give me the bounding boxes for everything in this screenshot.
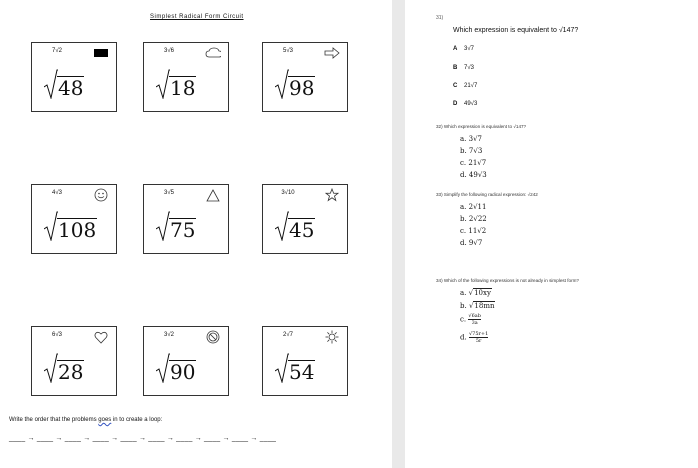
card-problem: [275, 353, 315, 383]
cloud-icon: [205, 47, 221, 59]
option-label: d.: [460, 333, 467, 342]
card-answer: 7√2: [52, 48, 62, 54]
answer-option[interactable]: c. 21√7: [460, 159, 487, 167]
card-problem: [275, 211, 315, 241]
answer-option[interactable]: b. √18mn: [460, 302, 495, 310]
loop-instruction: [9, 417, 162, 423]
option-radicand: 18mn: [474, 302, 495, 310]
no-symbol-icon: [205, 331, 221, 343]
card-radicand: 28: [58, 360, 84, 384]
spellcheck-word[interactable]: goes: [98, 417, 112, 423]
radical-sign-icon: [156, 353, 170, 383]
worksheet-page-right: [405, 0, 698, 468]
card-answer: 5√3: [283, 48, 293, 54]
circuit-card: [31, 184, 117, 254]
circuit-card: [262, 42, 348, 112]
fraction-numerator: √6ab: [468, 313, 481, 319]
card-problem: [44, 211, 97, 241]
card-problem: [156, 353, 196, 383]
card-radicand: 45: [289, 218, 315, 242]
fraction: [469, 331, 488, 344]
answer-option[interactable]: a. 3√7: [460, 135, 482, 143]
answer-option[interactable]: [460, 331, 488, 344]
fraction-denominator: 5r: [475, 338, 482, 344]
answer-option[interactable]: c. 11√2: [460, 227, 487, 235]
card-radicand: 108: [58, 218, 97, 242]
radical-sign-icon: [275, 69, 289, 99]
answer-option[interactable]: [453, 46, 474, 52]
instruction-text: Write the order that the problems: [9, 417, 99, 423]
answer-option[interactable]: a. 2√11: [460, 203, 487, 211]
question-32-text: 32) Which expression is equivalent to √147?: [436, 124, 527, 129]
loop-answer-blanks[interactable]: ____ → ____ → ____ → ____ → ____ → ____ → ____ → ____ → ____ → ____: [9, 435, 277, 442]
card-problem: [156, 69, 196, 99]
card-radicand: 75: [170, 218, 196, 242]
card-answer: 3√10: [281, 190, 295, 196]
option-label: b.: [460, 302, 467, 310]
card-answer: 3√2: [164, 332, 174, 338]
circuit-card: [31, 326, 117, 396]
card-radicand: 98: [289, 76, 315, 100]
answer-option[interactable]: d. 9√7: [460, 239, 483, 247]
question-33-text: 33) Simplify the following radical expression: √242: [436, 192, 538, 197]
option-value: 3√7: [464, 46, 474, 52]
answer-option[interactable]: [453, 83, 477, 89]
fraction-denominator: 3a: [471, 320, 478, 326]
answer-option[interactable]: d. 49√3: [460, 171, 487, 179]
option-letter: A: [453, 46, 458, 52]
circuit-card: [31, 42, 117, 112]
heart-icon: [93, 331, 109, 343]
option-value: 7√3: [464, 65, 474, 71]
question-34-text: 34) Which of the following expressions is not already in simplest form?: [436, 278, 579, 283]
option-letter: B: [453, 65, 458, 71]
card-answer: 3√5: [164, 190, 174, 196]
card-radicand: 18: [170, 76, 196, 100]
card-radicand: 54: [289, 360, 315, 384]
answer-option[interactable]: a. √10xy: [460, 289, 491, 297]
smiley-icon: [93, 189, 109, 201]
option-letter: C: [453, 83, 458, 89]
circuit-card: [262, 184, 348, 254]
radical-sign-icon: [275, 353, 289, 383]
question-31-text: Which expression is equivalent to √147?: [453, 27, 579, 34]
circuit-card: [143, 184, 229, 254]
fraction: [468, 313, 481, 326]
option-value: 49√3: [464, 101, 478, 107]
sun-icon: [324, 331, 340, 343]
fraction-numerator: √75r+1: [468, 331, 489, 337]
question-number: 31): [436, 15, 444, 21]
option-letter: D: [453, 101, 458, 107]
star-icon: [324, 189, 340, 201]
option-radicand: 10xy: [474, 289, 491, 297]
radical-sign-icon: [156, 211, 170, 241]
card-radicand: 90: [170, 360, 196, 384]
card-problem: [44, 69, 84, 99]
card-problem: [44, 353, 84, 383]
card-answer: 4√3: [52, 190, 62, 196]
triangle-icon: [205, 189, 221, 201]
card-radicand: 48: [58, 76, 84, 100]
answer-option[interactable]: [453, 101, 477, 107]
option-value: 21√7: [464, 83, 478, 89]
card-problem: [156, 211, 196, 241]
card-answer: 3√6: [164, 48, 174, 54]
worksheet-title: Simplest Radical Form Circuit: [150, 14, 244, 20]
radical-sign-icon: [44, 211, 58, 241]
card-answer: 2√7: [283, 332, 293, 338]
card-answer: 6√3: [52, 332, 62, 338]
circuit-card: [143, 42, 229, 112]
instruction-text: in to create a loop:: [111, 417, 163, 423]
answer-option[interactable]: [460, 313, 481, 326]
answer-option[interactable]: b. 7√3: [460, 147, 483, 155]
radical-sign-icon: [44, 353, 58, 383]
answer-option[interactable]: [453, 65, 474, 71]
card-problem: [275, 69, 315, 99]
circuit-card: [262, 326, 348, 396]
option-label: a.: [460, 289, 467, 297]
black-rectangle-icon: [93, 47, 109, 59]
radical-sign-icon: [44, 69, 58, 99]
radical-sign-icon: [156, 69, 170, 99]
arrow-right-icon: [324, 47, 340, 59]
circuit-card: [143, 326, 229, 396]
answer-option[interactable]: b. 2√22: [460, 215, 487, 223]
radical-sign-icon: [275, 211, 289, 241]
option-label: c.: [460, 315, 467, 324]
